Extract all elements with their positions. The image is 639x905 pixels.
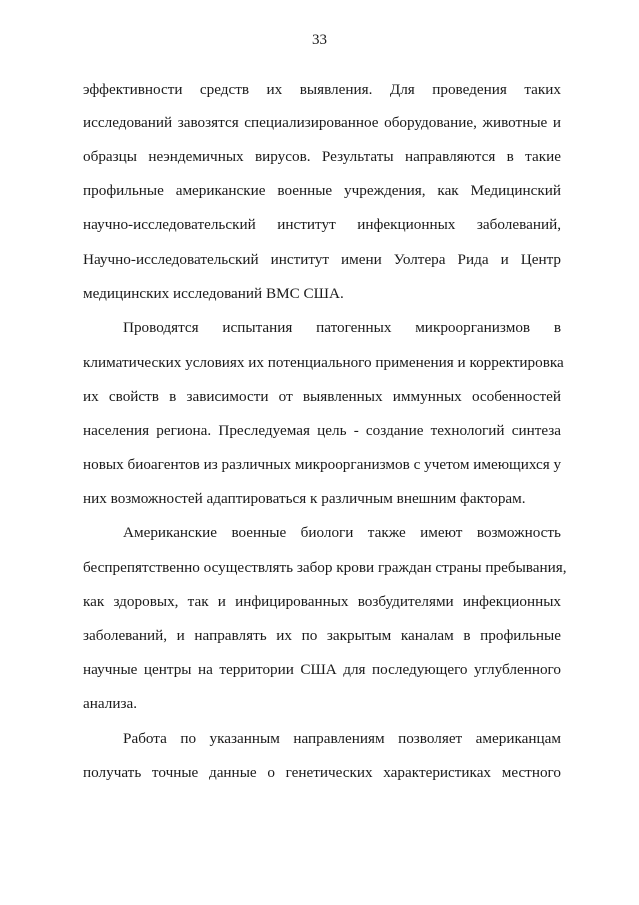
- text-line: научно-исследовательский институт инфекционных заболеваний,: [83, 216, 561, 233]
- text-line: образцы неэндемичных вирусов. Результаты направляются в такие: [83, 148, 561, 165]
- text-line: профильные американские военные учреждения, как Медицинский: [83, 182, 561, 199]
- text-line: заболеваний, и направлять их по закрытым каналам в профильные: [83, 627, 561, 644]
- text-line: Американские военные биологи также имеют возможность: [123, 524, 561, 541]
- text-line: научные центры на территории США для последующего углубленного: [83, 661, 561, 678]
- text-line: Научно-исследовательский институт имени Уолтера Рида и Центр: [83, 251, 561, 268]
- text-line: них возможностей адаптироваться к различным внешним факторам.: [83, 490, 526, 507]
- text-line: эффективности средств их выявления. Для проведения таких: [83, 81, 561, 98]
- text-line: населения региона. Преследуемая цель - создание технологий синтеза: [83, 422, 561, 439]
- text-line: Проводятся испытания патогенных микроорганизмов в: [123, 319, 561, 336]
- page-number: 33: [312, 32, 327, 48]
- text-line: климатических условиях их потенциального применения и корректировка: [83, 354, 564, 371]
- text-line: медицинских исследований ВМС США.: [83, 285, 344, 302]
- text-line: анализа.: [83, 695, 137, 712]
- text-line: Работа по указанным направлениям позволяет американцам: [123, 730, 561, 747]
- text-line: получать точные данные о генетических характеристиках местного: [83, 764, 561, 781]
- text-line: как здоровых, так и инфицированных возбудителями инфекционных: [83, 593, 561, 610]
- text-line: беспрепятственно осуществлять забор крови граждан страны пребывания,: [83, 559, 567, 576]
- text-line: их свойств в зависимости от выявленных иммунных особенностей: [83, 388, 561, 405]
- text-line: исследований завозятся специализированное оборудование, животные и: [83, 114, 561, 131]
- text-line: новых биоагентов из различных микроорганизмов с учетом имеющихся у: [83, 456, 562, 473]
